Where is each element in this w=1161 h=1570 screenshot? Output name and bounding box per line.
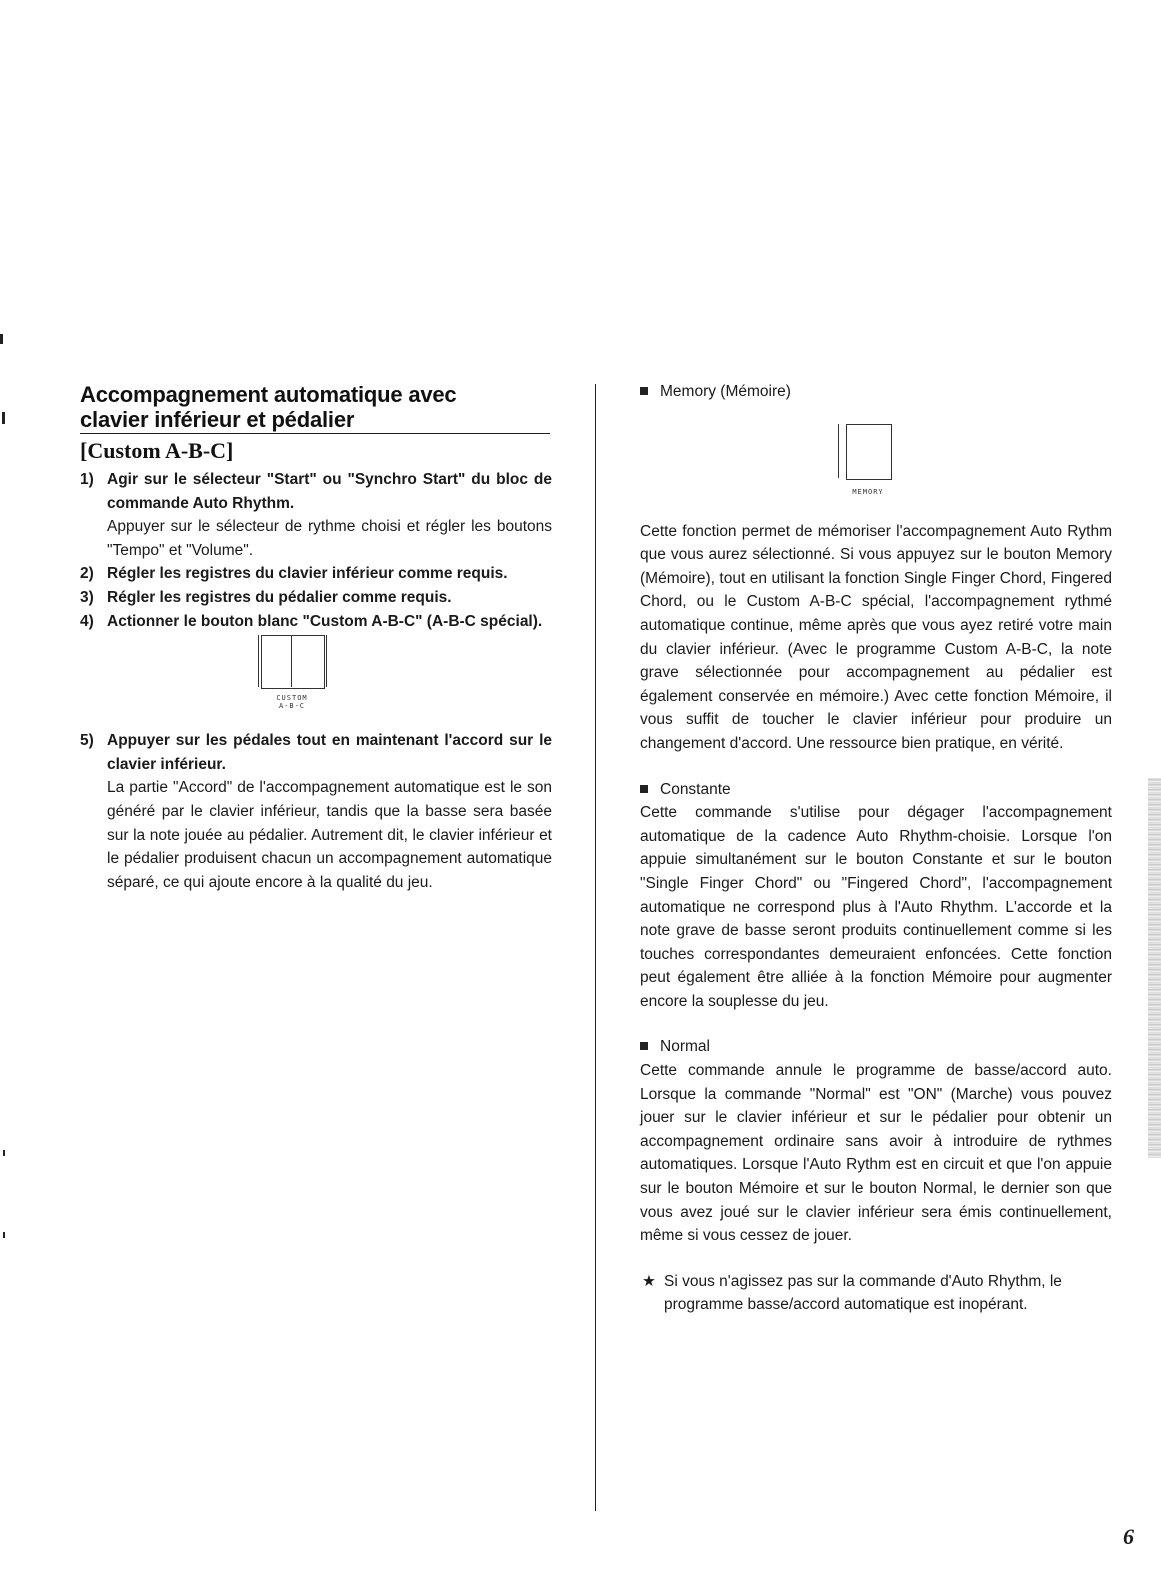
- step-number: 3): [80, 588, 94, 606]
- title-rule: [80, 433, 550, 434]
- steps-list-continued: [80, 729, 552, 894]
- memory-button-bracket: [838, 424, 847, 478]
- normal-heading: [640, 1035, 1112, 1059]
- step-number: 2): [80, 565, 94, 583]
- memory-button-figure: [640, 404, 1112, 500]
- step-instruction: Agir sur le sélecteur "Start" ou "Synchro Start" du bloc de commande Auto Rhythm.: [107, 471, 552, 512]
- step-instruction: Régler les registres du pédalier comme requis.: [107, 588, 452, 606]
- memory-heading: [640, 380, 1112, 404]
- step-detail: Appuyer sur le sélecteur de rythme choisi et régler les boutons "Tempo" et "Volume".: [107, 518, 552, 559]
- section-subtitle: [Custom A-B-C]: [80, 438, 234, 463]
- step-detail: La partie "Accord" de l'accompagnement automatique est le son généré par le clavier inférieur, tandis que la basse sera basée sur la note jouée au pédalier. Autrement dit, le clavier inférieur et le pédalier produisent chacun un accompagnement automatique séparé, ce qui ajoute encore à la qualité du jeu.: [107, 779, 552, 891]
- memory-description: Cette fonction permet de mémoriser l'accompagnement Auto Rythm que vous aurez sélectionné. Si vous appuyez sur le bouton Memory (Mémoire), tout en utilisant la fonction Single Finger Chord, Fingered Chord, ou le Custom A-B-C spécial, l'accompagnement rythmé automatique continue, même après que vous ayez retiré votre main du clavier inférieur. (Avec le programme Custom A-B-C, la note grave sélectionnée pour accompagnement au pédalier est également conservée en mémoire.) Avec cette fonction Mémoire, il vous suffit de toucher le clavier inférieur pour produire un changement d'accord. Une ressource bien pratique, en vérité.: [640, 522, 1112, 752]
- scan-mark: [0, 334, 3, 344]
- footnote-text: Si vous n'agissez pas sur la commande d'Auto Rhythm, le programme basse/accord automatique est inopérant.: [664, 1272, 1062, 1314]
- scan-mark: [3, 1150, 5, 1156]
- caption-line-1: CUSTOM: [276, 694, 308, 703]
- step-instruction: Actionner le bouton blanc "Custom A-B-C" (A-B-C spécial).: [107, 612, 543, 630]
- constante-heading-text: Constante: [660, 780, 731, 798]
- step-number: 5): [80, 732, 94, 750]
- button-bracket-right: [316, 635, 327, 687]
- left-column: [80, 382, 552, 894]
- step-number: 1): [80, 471, 94, 488]
- title-line-1: Accompagnement automatique avec: [80, 382, 457, 407]
- custom-abc-button-figure: [80, 633, 552, 723]
- step-3: [80, 586, 552, 610]
- memory-heading-text: Memory (Mémoire): [660, 383, 791, 400]
- step-instruction: Régler les registres du clavier inférieur comme requis.: [107, 565, 508, 583]
- steps-list: [80, 468, 552, 633]
- step-4: [80, 610, 552, 634]
- bullet-square-icon: [640, 1042, 648, 1050]
- normal-heading-text: Normal: [660, 1038, 710, 1056]
- constante-description: Cette commande s'utilise pour dégager l'accompagnement automatique de la cadence Auto Rhythm-choisie. Lorsque l'on appuie simultanément sur le bouton Constante et sur le bouton "Single Finger Chord" ou "Fingered Chord", l'accompagnement automatique ne correspond plus à l'Auto Rhythm. L'accorde et la note grave de basse seront produits continuellement comme si les touches correspondantes demeuraient enfoncées. Cette fonction peut également être alliée à la fonction Mémoire pour augmenter encore la souplesse du jeu.: [640, 804, 1112, 1010]
- caption-line-2: A-B-C: [278, 702, 306, 711]
- scan-edge-artifact: [1148, 778, 1161, 1158]
- step-5: [80, 729, 552, 894]
- step-2: [80, 562, 552, 586]
- step-1: [80, 468, 552, 562]
- custom-abc-caption: [252, 694, 332, 710]
- bullet-square-icon: [640, 785, 648, 793]
- constante-heading: [640, 778, 1112, 802]
- star-icon: ★: [642, 1272, 656, 1290]
- step-number: 4): [80, 612, 94, 630]
- footnote: [640, 1270, 1112, 1317]
- page-number: 6: [1123, 1524, 1134, 1549]
- button-divider: [291, 635, 292, 687]
- step-instruction: Appuyer sur les pédales tout en maintenant l'accord sur le clavier inférieur.: [107, 732, 552, 773]
- title-line-2: clavier inférieur et pédalier: [80, 407, 355, 432]
- scan-mark: [3, 1232, 5, 1238]
- bullet-square-icon: [640, 387, 648, 395]
- normal-description: Cette commande annule le programme de basse/accord auto. Lorsque la commande "Normal" est "ON" (Marche) vous pouvez jouer sur le clavier inférieur et sur le pédalier pour obtenir un accompagnement ordinaire sans avoir à introduire de rythmes automatiques. Lorsque l'Auto Rythm est en circuit et que l'on appuie sur le bouton Mémoire et sur le bouton Normal, le dernier son que vous avez joué sur le clavier inférieur sera émis continuellement, même si vous cessez de jouer.: [640, 1062, 1112, 1245]
- button-bracket-left: [258, 635, 269, 687]
- scan-mark: [2, 412, 5, 424]
- column-divider: [595, 384, 596, 1511]
- memory-button-icon: [846, 424, 892, 480]
- right-column: [640, 380, 1112, 1317]
- memory-caption: MEMORY: [852, 487, 884, 496]
- section-title: [80, 382, 552, 432]
